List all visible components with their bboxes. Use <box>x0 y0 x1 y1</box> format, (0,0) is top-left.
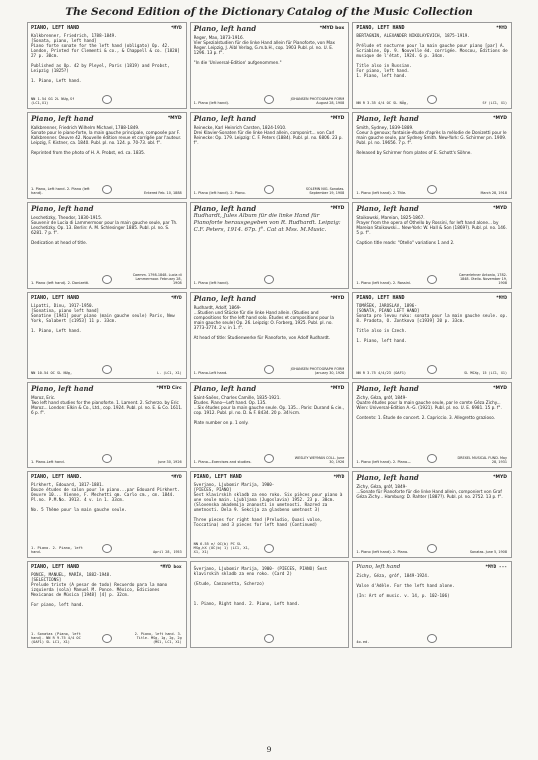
punch-hole <box>102 275 112 284</box>
catalog-card <box>27 202 187 289</box>
call-number: *MYD <box>496 26 507 31</box>
card-handwritten-text: Rudhardt, Jules Album für die linke Hand für Pianoforte herausgegeben von R. Rudhardt. Leipzig: C.F. Peters, 1914. 67p. f°. Cat at Mss. M.Music. <box>193 212 341 233</box>
card-stamp: Entered Feb. 10, 1888 <box>144 190 182 195</box>
call-number: *MYD <box>170 295 182 301</box>
card-heading: Piano, left hand <box>193 293 257 303</box>
punch-hole <box>102 365 112 374</box>
card-heading: Piano, left hand <box>31 203 94 213</box>
catalog-card <box>352 202 512 289</box>
call-number: *MYD <box>496 295 507 301</box>
punch-hole <box>102 454 112 463</box>
card-heading: PIANO, LEFT HAND <box>31 564 80 571</box>
punch-hole <box>427 634 437 643</box>
call-number: *MYD <box>493 475 507 481</box>
punch-hole <box>264 634 274 643</box>
card-stamp: WESLEY WEYMAN COLL. June 30, 1926 <box>294 456 345 465</box>
catalog-card <box>190 22 350 109</box>
card-heading: PIANO, LEFT HAND <box>356 294 405 301</box>
card-body: TOMÁŠEK, JAROSLAV, 1896- [SONATA, PIANO LEFT HAND] Sonata pro levou ruku: sonata pour la main gauche seule. op. 8. Pradota, O. Zontkova [c1939] 20 p. 33cm. Title also in Czech. 1. Piano, left hand. <box>356 302 508 343</box>
card-tracings: 1. Piano (left hand). 2. Donizetti. <box>31 280 90 285</box>
card-stamp: April 28, 1953 <box>153 550 182 555</box>
card-heading: Piano, left hand <box>31 383 94 393</box>
punch-hole <box>102 95 112 104</box>
card-heading: PIANO, LEFT HAND <box>31 294 80 301</box>
card-heading: Piano, left hand <box>193 383 257 393</box>
card-tracings: 1. Piano-Left hand. <box>193 370 228 375</box>
catalog-card <box>190 292 350 379</box>
punch-hole <box>427 95 437 104</box>
catalog-card <box>190 112 350 199</box>
card-tracings: 1. Piano—Exercises and studies. <box>193 460 252 465</box>
catalog-card <box>27 561 187 648</box>
card-body: PONCE, MANUEL, MARÍA, 1882-1948. [SELECTIONS] Prelude triste (A pesar de todo) Recuerdo para la mano izquierda (sola) Manuel M. Ponce. México, Ediciones Mexicanas de Música [1948] [4] p. 32cm. For piano, left hand. <box>31 572 168 608</box>
card-body: BERTAGNIN, ALEXANDER NIKOLAYEVICH, 1875-1919. Prélude et nocturne pour la main gauche pour piano [par] A. Scriabine, Op. 9. Nouvelle éd. corrigée. Moscou, Éditions de musique de l'état, 1924. 6 p. 34cm. Title also in Russian. For piano, left hand. 1. Piano, left hand. <box>356 33 508 78</box>
call-number: *MYD Circ <box>156 385 182 391</box>
card-stamp: Sf (LC1, X1) <box>482 100 507 105</box>
catalog-card <box>190 202 350 289</box>
card-tracings: 1. Piano (left hand). 2. Piano. <box>356 550 409 555</box>
call-number: *MYD <box>493 115 507 121</box>
call-number: *MYD <box>170 475 182 481</box>
card-body: Leschetizky, Theodor, 1830-1915. Souvenir de Lucia di Lammermoor pour la main gauche seule, par Th. Leschetizky. Op. 13. Berlin: A. M. Schlesinger 1885. Publ. pl. no. S. 6281. 7 p. f°. Dedication at head of title. <box>31 214 178 245</box>
card-tracings: 1. Piano, Left hand. 2. Piano (left hand). <box>31 186 90 195</box>
card-tracings: 1. Piano (left hand). <box>193 280 230 285</box>
catalog-card <box>27 112 187 199</box>
call-number: *MYD <box>493 205 507 211</box>
catalog-card-grid <box>27 22 512 738</box>
page-number: 9 <box>266 745 272 754</box>
call-number: *MYD <box>330 115 345 121</box>
card-body: Kalkbrenner, Friedrich Wilhelm Michael, 1788-1849. Sonate pour le piano-forte, la main gauche principale, composée par F. Kalkbrenner. Oeuvre 42. Nouvelle édition revue et corrigée par l'auteur. Leipzig, F. Kistner, ca. 1840. Publ. pl. no. 124. p. 70-73. obl. f°. Reprinted from the photo of H. A. Probst, ed. ca. 1835. <box>31 124 182 155</box>
card-stamp: June 30, 1926 <box>158 460 182 465</box>
catalog-card <box>27 471 187 558</box>
card-body: Saint-Saëns, Charles Camille, 1835-1921. Études. Piano—Left hand. Op. 135. ...Six études pour la main gauche seule. Op. 135... Paris: Durand & cie., cop. 1912. Publ. pl. no. D. & F. 8434. 20 p. 34½cm. Plate number on p. 1 only. <box>193 394 344 425</box>
card-heading: Piano, left hand <box>31 113 94 123</box>
punch-hole <box>427 544 437 553</box>
punch-hole <box>427 454 437 463</box>
punch-hole <box>264 95 274 104</box>
card-tracings: 1. Piano (left hand). <box>193 100 230 105</box>
card-body: Smith, Sydney, 1839-1889. Coeur à genoux; fantaisie-étude d'après la mélodie de Donizetti pour le main gauche seule, par Sydney Smith. New-York: G. Schirmer pn. 1909. Publ. pl. no. 19656. 7 p. f°. Released by Schirmer from plates of E. Schott's Söhne. <box>356 124 507 155</box>
card-tracings: 1. Piano (left hand). 2. Rossini. <box>356 280 412 285</box>
punch-hole <box>427 365 437 374</box>
card-body: Šverjano, Ljubomir Marija, 1900- (PIECES, PIANO) Šest klavirskih skladb za eno roko. (Card 2) (Etude, Canzonetta, Scherzo) 1. Piano, Right hand. 2. Piano, Left hand. <box>193 566 328 607</box>
card-heading: Piano, left hand <box>356 203 419 213</box>
card-heading: Piano, left hand <box>356 473 419 483</box>
punch-hole <box>427 275 437 284</box>
card-body: Pirkhert, Edouard, 1817-1881. Douze études de salon pour le piano...par Edouard Pirkhert. Oeuvre 10... Vienne, F. Mechetti qm. Carlo cm., cm. 1844. Pl.no. P.M.No. 3913. 4 v. in 1. 33cm. No. 5 Thème pour la main gauche seule. <box>31 482 180 513</box>
call-number: *MYD <box>170 26 182 31</box>
call-number: *MYD box <box>159 565 182 571</box>
punch-hole <box>264 544 274 553</box>
card-heading: PIANO, LEFT HAND <box>356 25 405 31</box>
card-tracings: 1. Piano (left hand). 2. Piano— <box>356 460 411 465</box>
card-heading: Piano, left hand <box>193 113 257 123</box>
card-stamp: SOLEMN NIG. Sonatas. September 19, 1908 <box>305 186 345 195</box>
card-tracings: 1. Piano (left hand). 2. Title. <box>356 190 407 195</box>
punch-hole <box>264 275 274 284</box>
card-body: Zichy, Géza, gróf, 1849-1924. Valse d'Adèle. For the left hand alone. (In: Art of music. v. 14, p. 102-106) <box>356 573 455 599</box>
card-heading: PIANO, LEFT HAND <box>193 474 242 481</box>
punch-hole <box>264 454 274 463</box>
card-body: Moroz, Eric. Two left hand studies for the pianoforte. 1. Lament. 2. Scherzo. by Eric Moroz... London: Elkin & Co., Ltd., cop. 1924. Publ. pl. no. E. & Co. 1611. 6 p. f°. <box>31 394 183 415</box>
call-number: *MYD --- <box>485 565 507 571</box>
card-tracings: 1. Sonatas (Piano, left hand). NN R 9.75 4/4 OC (OAF1) SL LC1, X1) <box>31 632 81 645</box>
card-heading: Piano, left hand <box>193 24 257 33</box>
catalog-card <box>27 382 187 469</box>
card-tracings: NN R 3.35 4/4 OC SL NÜg, <box>356 100 409 105</box>
catalog-card <box>352 471 512 558</box>
card-body: Zichy, Géza, gróf, 1849- ...Sonate für Pianoforte für die linke Hand allein, componiert von Graf Géza Zichy... Hamburg: D. Rahter (1887?). Publ. pl. no. 2752. 13 p. f°. <box>356 484 503 500</box>
card-tracings: NN R 3.75 4/4/23 (OAF1) <box>356 370 407 375</box>
catalog-card <box>352 112 512 199</box>
card-tracings: NN 10.54 OC SL NUg, <box>31 370 73 375</box>
card-stamp: JOHANSEN PHOTOGRAPH FORM August 28, 1908 <box>290 96 345 105</box>
card-body: Stoikowski, Mareian, 1825-1867. Prayer from the opera of Othello by Rossini, for left hand alone... by Mareian Stoikowski... New-York: W. Hall & Son (1869?). Publ. pl. no. 146. 5 p. f°. Caption title reads: "Otello" variations 1 and 2. <box>356 214 507 245</box>
punch-hole <box>102 185 112 194</box>
punch-hole <box>427 185 437 194</box>
call-number: *MYD <box>330 205 345 211</box>
call-number: *MYD <box>493 385 507 391</box>
catalog-card <box>27 22 187 109</box>
punch-hole <box>264 365 274 374</box>
card-tracings: 1. Piano. 2. Piano, left hand. <box>31 546 83 555</box>
card-body: Zichy, Géza, gróf, 1849- Quatre études pour la main gauche seule, par le comte Géza Zichy... Wien: Universal-Edition A.-G. (1921). Publ. pl. no. U. E. 6981. 15 p. f°. Contents: 1. Étude de concert. 2. Capriccio. 3. Allegretto grazioso. <box>356 394 502 420</box>
card-handwritten-text: Piano, left hand <box>356 564 401 571</box>
punch-hole <box>264 185 274 194</box>
card-heading: Piano, left hand <box>356 113 419 123</box>
catalog-card <box>352 22 512 109</box>
punch-hole <box>102 634 112 643</box>
card-tracings: 1. Piano-Left hand. <box>31 460 65 465</box>
card-heading: PIANO, LEFT HAND. <box>31 474 83 481</box>
card-heading: PIANO, LEFT HAND <box>31 25 80 31</box>
card-body: Reinecke, Karl Heinrich Carsten, 1824-1910. Drei Klavier-Sonaten für die linke Hand allein, componirt... von Carl Reinecke: Op. 179. Leipzig: C. F. Peters (1884). Publ. pl. no. 6806. 23 p. f°. <box>193 124 343 145</box>
card-tracings: 4o.ed. <box>356 640 370 645</box>
punch-hole <box>102 544 112 553</box>
card-body: Sverjano, Ljubomir Marija, 1900- [PIECES, PIANO] Šest klavirskih skladb za eno roko. Six pièces pour piano à une seule main. Ljubljana (Jugoslavia) 1952. 23 p. 30cm. (Slovenska akademija znanosti in umetnosti. Razred za umetnosti. Dela 9. Sekcija za glasbeno umetnost 3) Three pieces for right hand (Preludio, Quasi valse, Toccatina) and 3 pieces for left hand (Continued) <box>193 482 343 528</box>
card-stamp: L. (LC1, X1) <box>157 370 182 375</box>
call-number: *MYD box <box>319 26 345 31</box>
card-stamp: Caemm. 1798-1848. Lucia di Lammermoor. February 28, 1908 <box>132 272 182 285</box>
card-stamp: SL MSXg, 15 (LC1, X1) <box>464 370 507 375</box>
card-tracings: 1. Piano (left hand). 2. Piano. <box>193 190 246 195</box>
card-stamp: March 28, 1918 <box>480 190 507 195</box>
catalog-card <box>190 382 350 469</box>
card-stamp: Camerlehner Antonio, 1782-1848. Otello. November 19, 1908 <box>458 272 507 285</box>
card-body: Kalkbrenner, Friedrich, 1788-1849. [Sonata, piano, left hand] Piano forte sonate for the left hand (obligato) Op. 42. London, Printed for Clementi & co., & Chappell & co. [1820] 27 p. 30cm. Published as Op. 42 by Pleyel, Paris (1819) and Probst, Leipzig (1825?) 1. Piano, Left hand. <box>31 33 180 83</box>
card-stamp: DREXEL MUSICAL FUND. May 28, 1931 <box>457 456 507 465</box>
card-stamp: Sonatas. June 5, 1908 <box>469 550 507 555</box>
card-tracings: NN 1.54 GG 2L NUg,Sf (LC1,X1) <box>31 96 75 105</box>
call-number: *MYD <box>330 385 345 391</box>
card-body: Rudhardt, Adolf, 1869- ...Studien und Stücke für die linke Hand allein. (Studies and compositions for the left hand solo. Études et compositions pour la main gauche seule) Op. 26. Leipzig: O. Forberg, 1925. Publ. pl. no. 3773-3774. 2 v. in 1. f°. At head of title: Studienwerke für Pianoforte, von Adolf Rudhardt. <box>193 304 334 340</box>
catalog-card <box>352 561 512 648</box>
catalog-card <box>27 292 187 379</box>
card-heading: Piano, left hand <box>193 203 257 213</box>
card-body: Reger, Max, 1873-1916. Vier Spezialstudien für die linke Hand allein für Pianoforte, von Max Reger. Leipzig, J. Aibl Verlag, G.m.b.H., cop. 1903 Publ. pl. no. U. E. 1296. 13 p. f°. "In die 'Universal-Edition' aufgenommen." <box>193 35 335 65</box>
card-stamp: 2. Piano, left hand. 3. Title. MSg, 1g, 2g, 2g (MS1, LC1, X1) <box>134 632 182 645</box>
page-title: The Second Edition of the Dictionary Catalog of the Music Collection <box>65 6 473 18</box>
card-stamp: JOHANSEN PHOTOGRAPH FORM January 30, 1926 <box>290 366 345 375</box>
card-tracings: NN 6.55 e/ OC(b) PC SL MSg,hX (OC(b) 1) (LC1, X1, X1, X1) <box>193 542 250 555</box>
card-heading: Piano, left hand <box>356 383 419 393</box>
catalog-card <box>190 471 350 558</box>
catalog-card <box>190 561 350 648</box>
call-number: *MYD <box>167 115 182 121</box>
call-number: *MYD <box>333 475 345 481</box>
catalog-card <box>352 382 512 469</box>
call-number: *MYD <box>330 295 345 301</box>
catalog-card <box>352 292 512 379</box>
card-body: Lipatti, Dinu, 1917-1950. [Sonatina, piano left hand] Sonatine [1941] pour piano (main gauche seule) Paris, New York, Salabert [c1953] 11 p. 33cm. 1. Piano, Left hand. <box>31 302 175 333</box>
